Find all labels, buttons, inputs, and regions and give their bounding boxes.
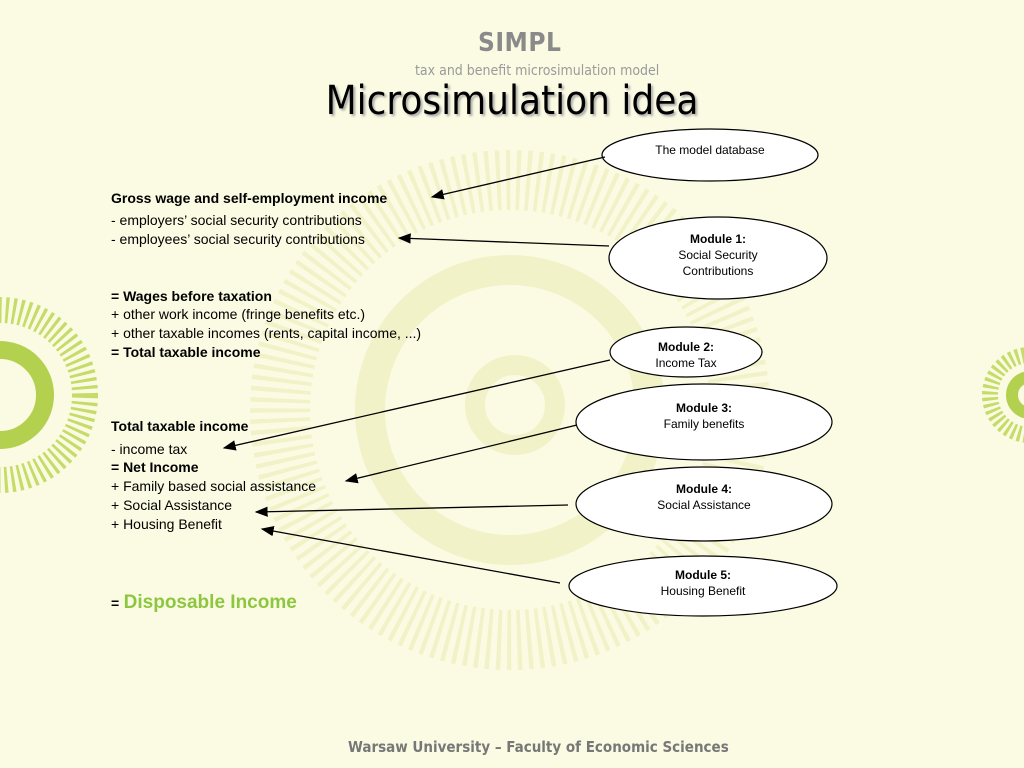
gross-income-label: Gross wage and self-employment income (111, 190, 388, 206)
module2-line1: Income Tax (655, 356, 717, 370)
income-tax-label: - income tax (111, 441, 188, 457)
logo-subtitle: tax and benefit microsimulation model (415, 63, 660, 79)
module5-oval-label (603, 567, 803, 599)
module1-line2: Contributions (682, 264, 754, 278)
disposable-eq: = (111, 595, 120, 611)
other-work-income-label: + other work income (fringe benefits etc.) (111, 306, 366, 322)
arrow-database (432, 157, 605, 197)
family-assistance-label: + Family based social assistance (111, 478, 317, 494)
total-taxable-label: = Total taxable income (111, 344, 261, 360)
arrow-module4 (256, 505, 568, 512)
net-income-label: = Net Income (111, 459, 199, 475)
total-taxable-label-2: Total taxable income (111, 418, 249, 434)
arrow-module3 (346, 425, 577, 481)
other-taxable-label: + other taxable incomes (rents, capital income, ...) (111, 325, 422, 341)
module3-title: Module 3: (676, 401, 732, 415)
module1-oval-label (618, 231, 818, 279)
disposable-income-label: Disposable Income (123, 592, 297, 613)
module1-line1: Social Security (678, 248, 758, 262)
module2-oval-label (586, 339, 786, 371)
social-assistance-label: + Social Assistance (111, 497, 233, 513)
database-oval-label (610, 142, 810, 158)
module4-line1: Social Assistance (657, 498, 751, 512)
database-label: The model database (655, 143, 765, 157)
arrow-module1 (399, 238, 609, 246)
arrow-module5 (262, 529, 560, 583)
logo-title: SIMPL (478, 28, 562, 58)
module2-title: Module 2: (658, 340, 714, 354)
module4-oval-label (604, 481, 804, 513)
module5-title: Module 5: (675, 568, 731, 582)
footer-text: Warsaw University – Faculty of Economic Sciences (348, 738, 729, 756)
page-title: Microsimulation idea (325, 78, 699, 124)
module4-title: Module 4: (676, 482, 732, 496)
arrow-module2 (224, 360, 610, 448)
employees-ssc-label: - employees’ social security contributions (111, 231, 365, 247)
module3-oval-label (604, 400, 804, 432)
module3-line1: Family benefits (663, 417, 745, 431)
employers-ssc-label: - employers’ social security contributions (111, 212, 362, 228)
housing-benefit-label: + Housing Benefit (111, 516, 222, 532)
module1-title: Module 1: (690, 232, 746, 246)
wages-before-tax-label: = Wages before taxation (111, 288, 272, 304)
module5-line1: Housing Benefit (660, 584, 746, 598)
